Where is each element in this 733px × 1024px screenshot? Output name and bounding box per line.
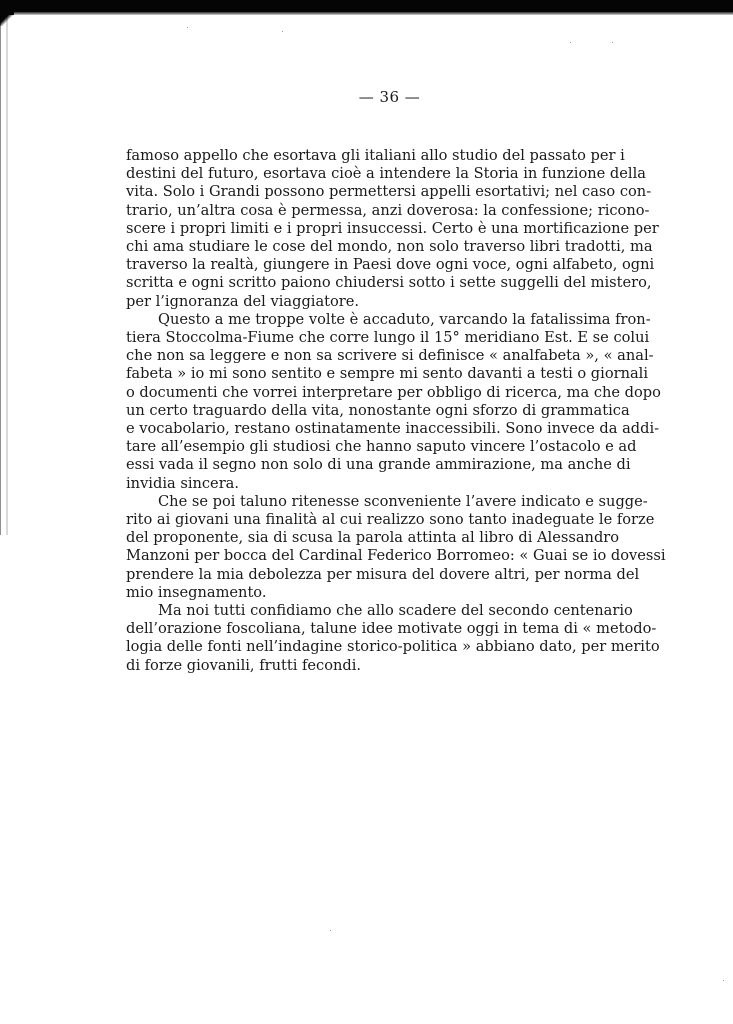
body-text [126,147,668,675]
text-line: famoso appello che esortava gli italiani allo studio del passato per i [126,147,625,164]
scan-top-border [0,0,733,15]
text-line: Che se poi taluno ritenesse sconveniente l’avere indicato e sugge- [158,492,648,510]
text-line: un certo traguardo della vita, nonostante ogni sforzo di grammatica [126,401,630,419]
text-line: di forze giovanili, frutti fecondi. [126,656,362,674]
text-line: mio insegnamento. [126,583,267,601]
text-line: per l’ignoranza del viaggiatore. [126,292,360,310]
text-line: Manzoni per bocca del Cardinal Federico Borromeo: « Guai se io dovessi [126,547,666,565]
paragraph-3 [126,493,668,602]
scan-speck [570,42,571,43]
paragraph-1 [126,147,668,311]
text-line: scere i propri limiti e i propri insuccessi. Certo è una mortificazione per [126,219,659,237]
text-line: o documenti che vorrei interpretare per obbligo di ricerca, ma che dopo [126,383,661,401]
text-line: vita. Solo i Grandi possono permettersi appelli esortativi; nel caso con- [126,183,652,201]
scan-speck [282,31,283,32]
text-line: Questo a me troppe volte è accaduto, varcando la fatalissima fron- [158,310,651,328]
text-line: Ma noi tutti confidiamo che allo scadere del secondo centenario [158,602,633,620]
text-line: essi vada il segno non solo di una grande ammirazione, ma anche di [126,456,631,474]
text-line: destini del futuro, esortava cioè a intendere la Storia in funzione della [126,165,646,183]
text-line: e vocabolario, restano ostinatamente inaccessibili. Sono invece da addi- [126,420,660,438]
page-number: — 36 — [358,88,421,106]
paragraph-2 [126,311,668,493]
text-line: chi ama studiare le cose del mondo, non solo traverso libri tradotti, ma [126,238,653,256]
text-line: traverso la realtà, giungere in Paesi dove ogni voce, ogni alfabeto, ogni [126,256,655,274]
scan-speck [187,27,188,28]
scan-speck [330,930,331,931]
paragraph-4 [126,602,668,675]
text-line: dell’orazione foscoliana, talune idee motivate oggi in tema di « metodo- [126,620,657,638]
text-line: invidia sincera. [126,474,240,492]
text-line: fabeta » io mi sono sentito e sempre mi sento davanti a testi o giornali [126,365,649,383]
text-line: del proponente, sia di scusa la parola attinta al libro di Alessandro [126,529,620,547]
text-line: prendere la mia debolezza per misura del dovere altri, per norma del [126,565,640,583]
text-line: logia delle fonti nell’indagine storico-politica » abbiano dato, per merito [126,638,660,656]
text-line: rito ai giovani una finalità al cui realizzo sono tanto inadeguate le forze [126,511,655,529]
scan-speck [612,42,613,43]
text-line: tare all’esempio gli studiosi che hanno saputo vincere l’ostacolo e ad [126,438,637,456]
text-line: scritta e ogni scritto paiono chiudersi sotto i sette suggelli del mistero, [126,274,652,292]
text-line: tiera Stoccolma-Fiume che corre lungo il 15° meridiano Est. E se colui [126,329,650,347]
text-line: che non sa leggere e non sa scrivere si definisce « analfabeta », « anal- [126,347,654,365]
text-line: trario, un’altra cosa è permessa, anzi doverosa: la confessione; ricono- [126,201,650,219]
scan-speck [723,980,724,981]
